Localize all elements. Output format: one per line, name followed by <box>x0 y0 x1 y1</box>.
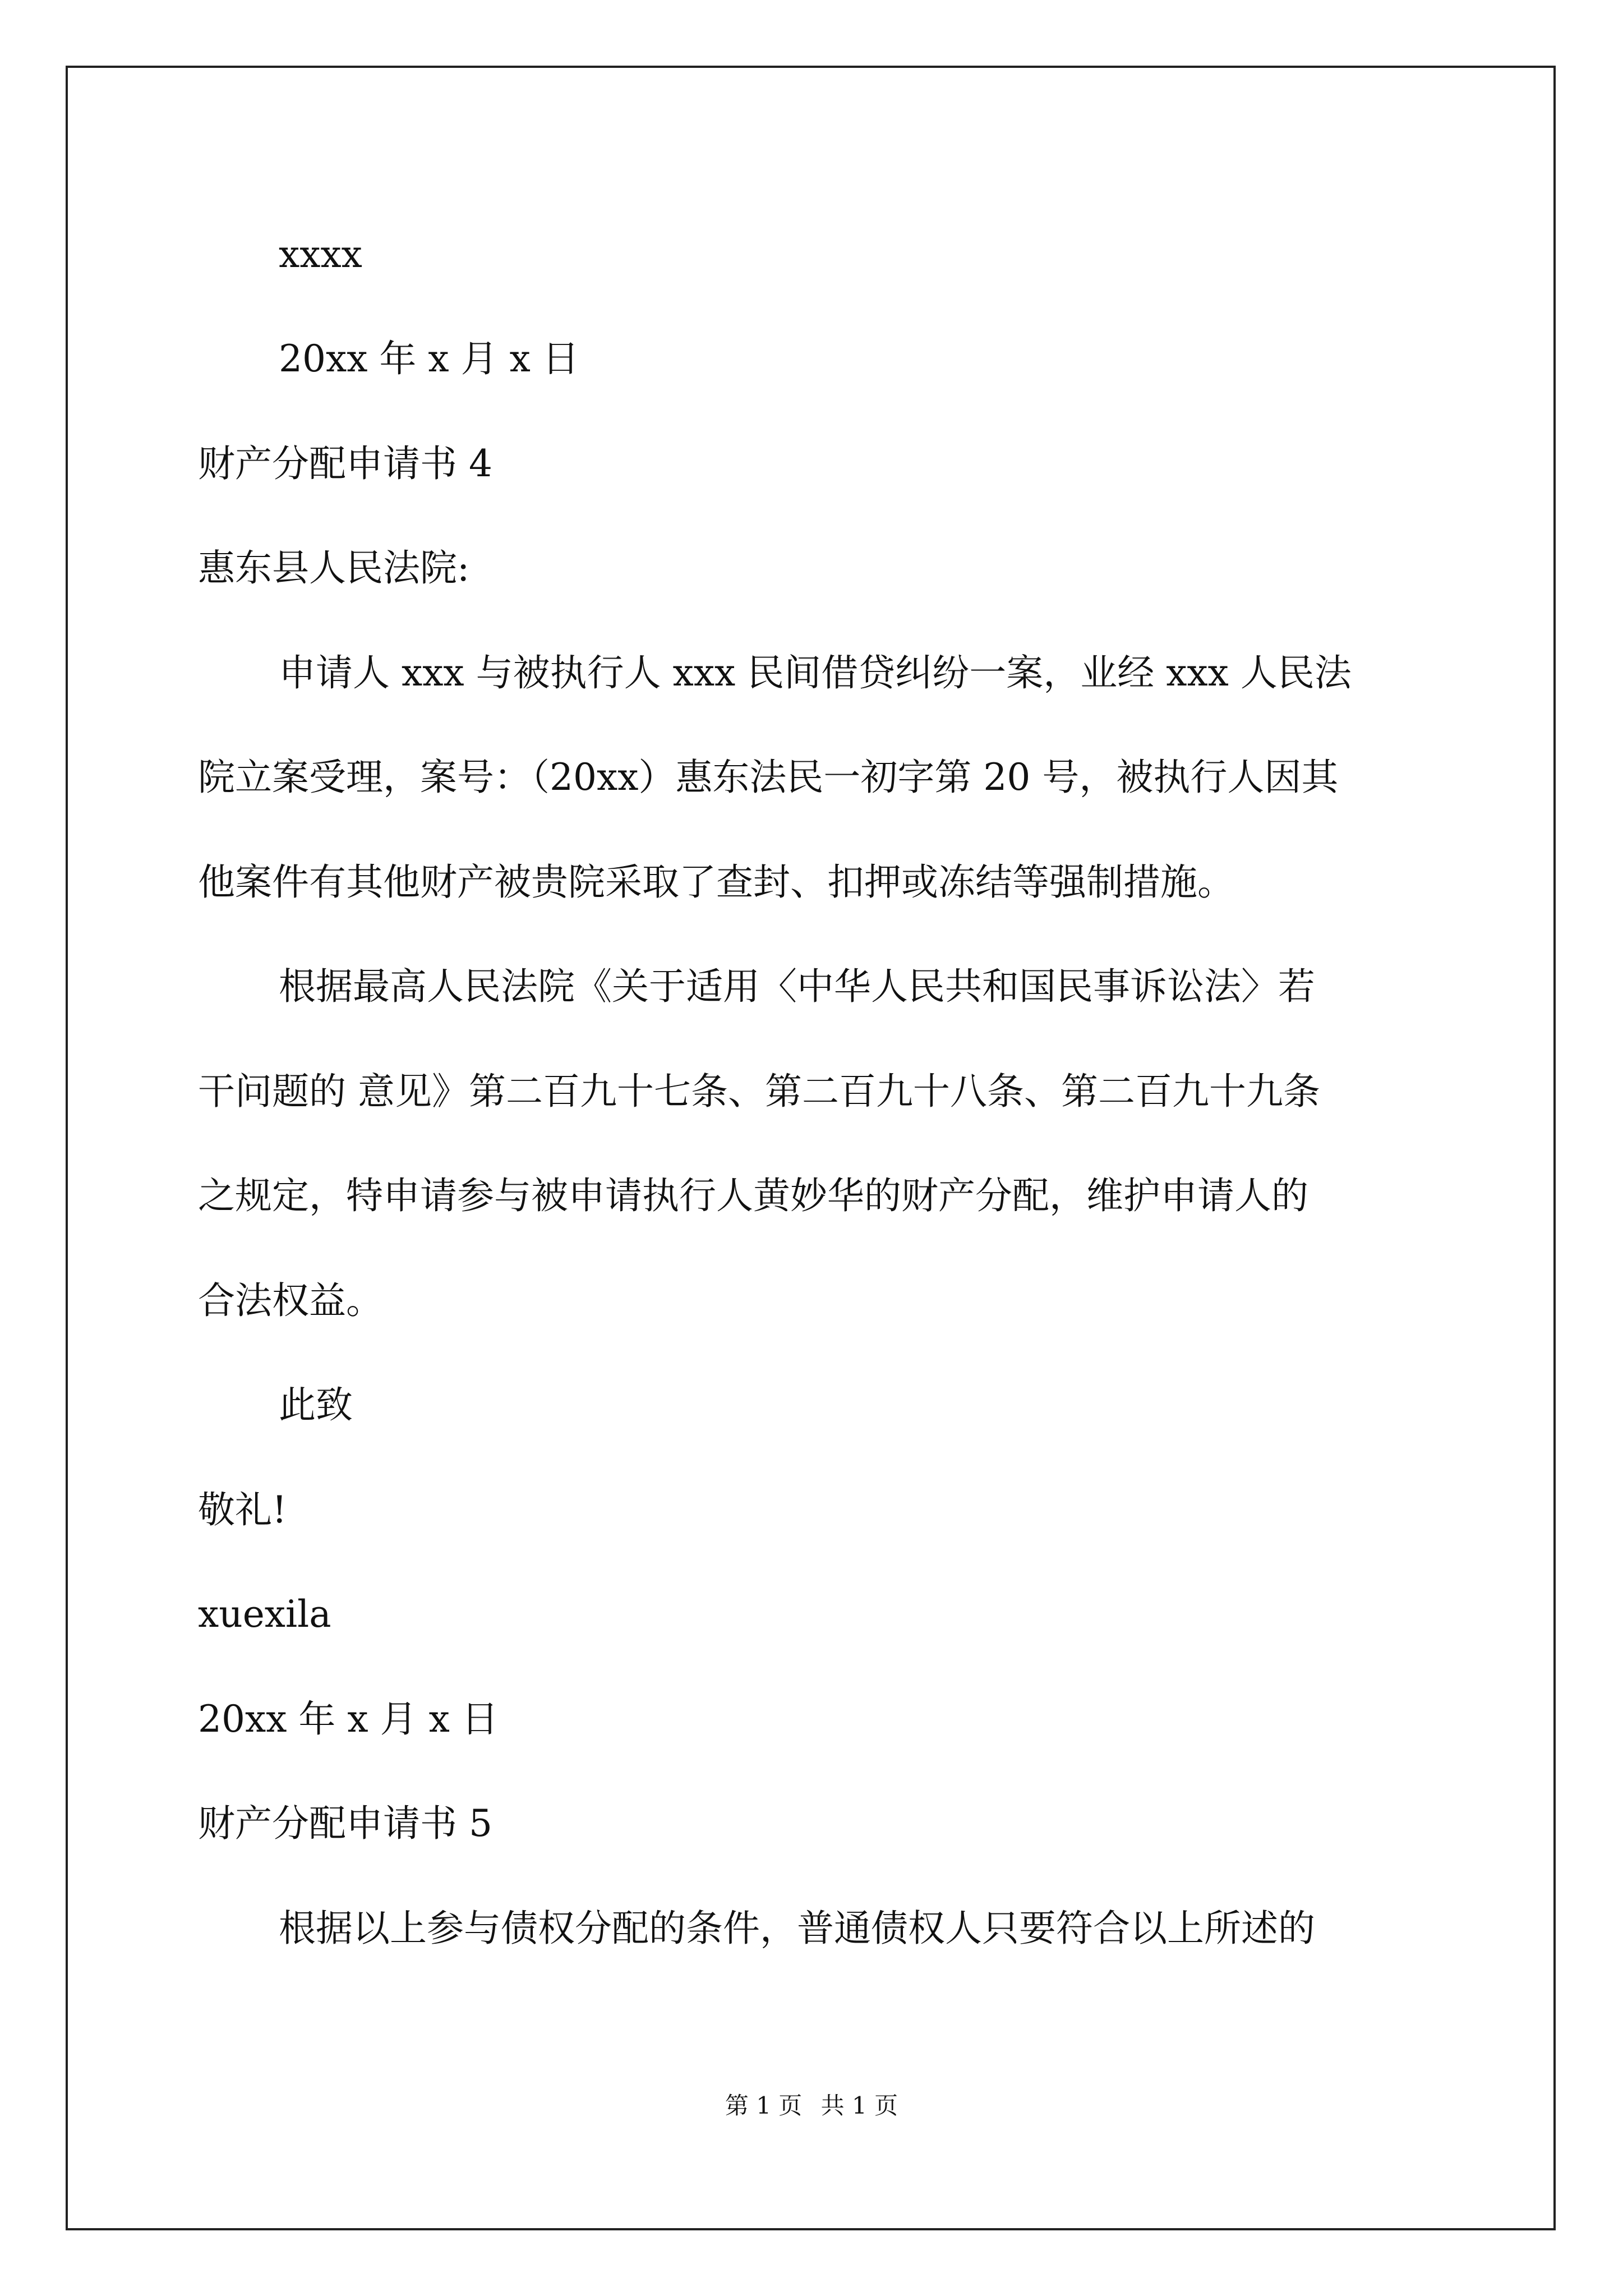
signature-name: xxxx <box>279 233 362 276</box>
page-footer <box>0 2090 1623 2122</box>
section-title: 财产分配申请书 5 <box>198 1802 492 1845</box>
closing-phrase: 此致 <box>279 1383 353 1427</box>
page-number: 第 1 页 <box>725 2092 803 2119</box>
paragraph-line: 干问题的 意见》第二百九十七条、第二百九十八条、第二百九十九条 <box>198 1070 1320 1113</box>
paragraph-line: 根据最高人民法院《关于适用〈中华人民共和国民事诉讼法〉若 <box>279 965 1315 1008</box>
signature-name: xuexila <box>198 1593 331 1636</box>
paragraph-line: 他案件有其他财产被贵院采取了查封、扣押或冻结等强制措施。 <box>198 861 1234 904</box>
addressee: 惠东县人民法院: <box>198 546 470 590</box>
salutation: 敬礼! <box>198 1488 287 1531</box>
paragraph-line: 申请人 xxx 与被执行人 xxx 民间借贷纠纷一案，业经 xxx 人民法 <box>279 651 1352 694</box>
section-title: 财产分配申请书 4 <box>198 442 492 485</box>
signature-date: 20xx 年 x 月 x 日 <box>279 337 579 380</box>
page-total: 共 1 页 <box>820 2092 898 2119</box>
paragraph-line: 院立案受理，案号：（20xx）惠东法民一初字第 20 号，被执行人因其 <box>198 756 1339 799</box>
signature-date: 20xx 年 x 月 x 日 <box>198 1697 499 1741</box>
paragraph-line: 之规定，特申请参与被申请执行人黄妙华的财产分配，维护申请人的 <box>198 1174 1308 1217</box>
paragraph-line: 根据以上参与债权分配的条件，普通债权人只要符合以上所述的 <box>279 1907 1315 1950</box>
paragraph-line: 合法权益。 <box>198 1279 383 1322</box>
